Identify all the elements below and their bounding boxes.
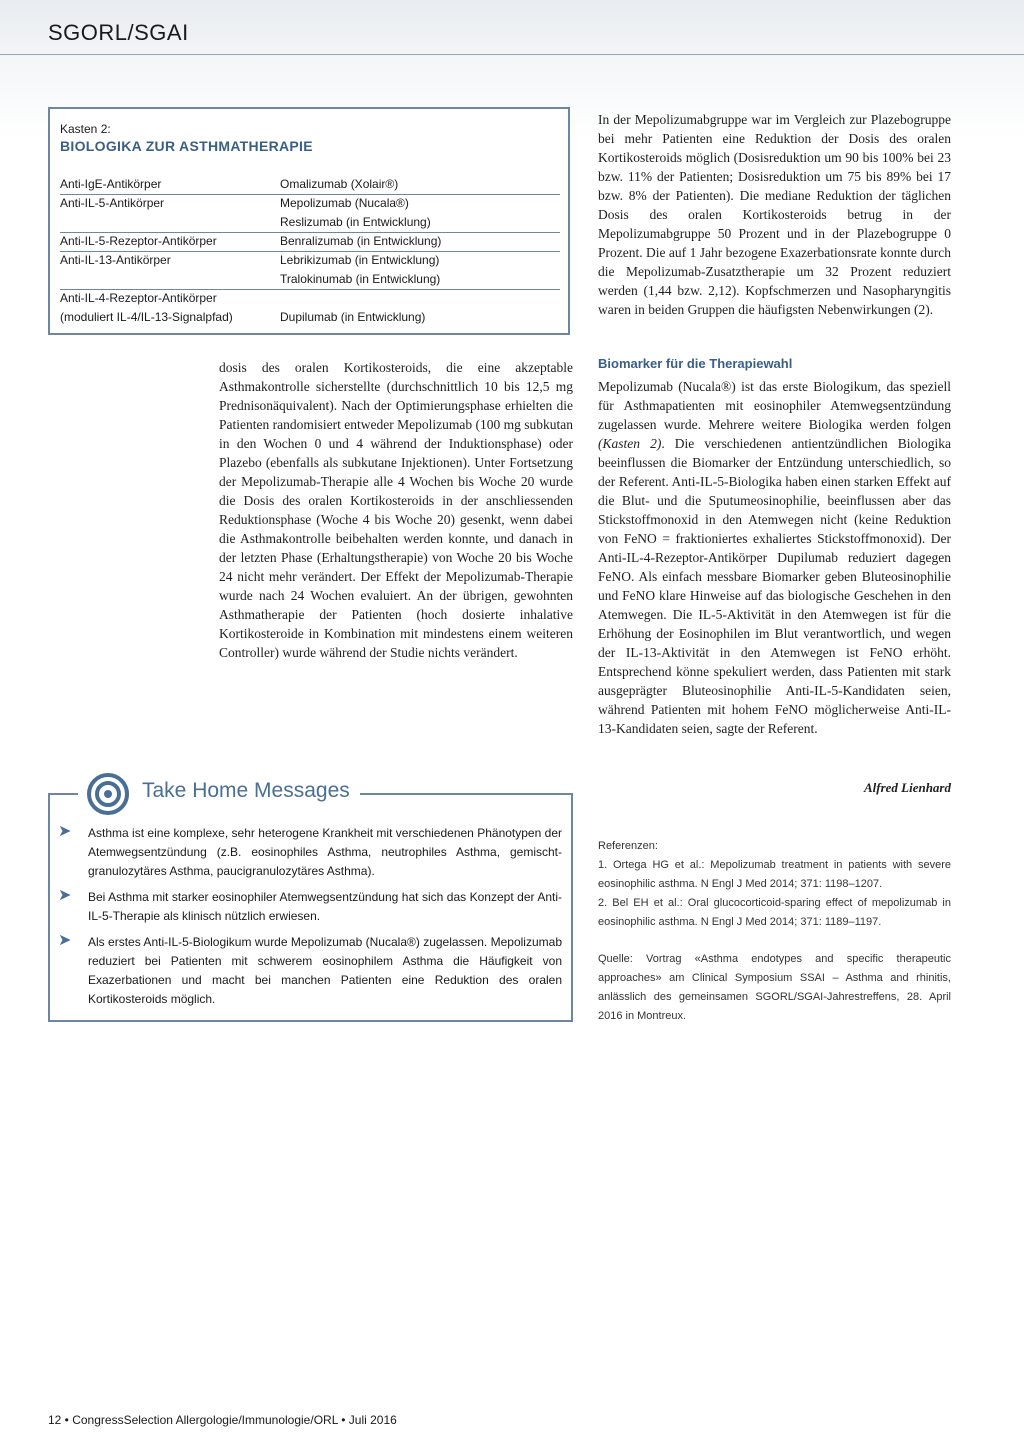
table-cell: Anti-IL-5-Antikörper: [60, 196, 165, 210]
table-divider: [60, 289, 560, 290]
references: [598, 837, 951, 1026]
table-cell: Reslizumab (in Entwicklung): [280, 215, 431, 229]
body-text-right-1: In der Mepolizumabgruppe war im Vergleich zur Plazebogruppe bei mehr Patienten eine Reduktion der Dosis des oralen Kortikosteroids möglich (Dosisreduktion um 90 bis 100% bei 23 bzw. 11% der Patienten; Dosisreduktion um 75 bis 89% bei 17 bzw. 8% der Patienten). Die mediane Reduktion der täglichen Dosis des oralen Kortikosteroids betrug in der Mepolizumabgruppe 50 Prozent und in der Plazebogruppe 0 Prozent. Die auf 1 Jahr bezogene Exazerbationsrate konnte durch die Mepolizumab-Zusatztherapie um 32 Prozent reduziert werden (1,44 bzw. 2,12). Kopfschmerzen und Nasopharyngitis waren in beiden Gruppen die häufigsten Nebenwirkungen (2).: [598, 112, 951, 317]
box-border: [360, 793, 573, 795]
body-text-middle: dosis des oralen Kortikosteroids, die eine akzeptable Asthmakontrolle sicherstellte (durchschnittlich 10 bis 12,5 mg Prednisonäquivalent). Nach der Optimierungsphase erhielten die Patienten randomisiert entweder Mepolizumab (100 mg subkutan in den Wochen 0 und 4 während der Induktionsphase) oder Plazebo (ebenfalls als subkutane Injektionen). Unter Fortsetzung der Mepolizumab-Therapie alle 4 Wochen bis Woche 20 wurde die Dosis des oralen Kortikosteroids in der anschliessenden Reduktionsphase (Woche 4 bis Woche 20) gesenkt, wenn dabei die Asthmakontrolle beibehalten werden konnte, und danach in der letzten Phase (Erhaltungstherapie) von Woche 20 bis Woche 24 nicht mehr verändert. Der Effekt der Mepolizumab-Therapie wurde nach 24 Wochen evaluiert. An der übrigen, gewohnten Asthmatherapie der Patienten (hoch dosierte inhalative Kortikosteroide in Kombination mit mindestens einem weiteren Controller) wurde während der Studie nichts verändert.: [219, 360, 573, 660]
author: Alfred Lienhard: [863, 780, 951, 795]
arrow-right-icon: ➤: [58, 823, 72, 840]
table-cell: Benralizumab (in Entwicklung): [280, 234, 442, 248]
list-item-text: Als erstes Anti-IL-5-Biologikum wurde Mepolizumab (Nucala®) zugelassen. Mepolizumab reduziert bei Patienten mit schwerem eosinophilem Asthma die Häufigkeit von Exazerbationen und macht bei manchen Patienten eine Reduktion des oralen Kortikosteroids möglich.: [88, 935, 562, 1006]
table-cell: Mepolizumab (Nucala®): [280, 196, 409, 210]
table-cell: Lebrikizumab (in Entwicklung): [280, 253, 440, 267]
box-label: Kasten 2:: [60, 122, 111, 136]
take-home-title: Take Home Messages: [142, 779, 356, 803]
references-heading: Referenzen:: [598, 840, 658, 852]
box-reference: (Kasten 2): [598, 436, 662, 451]
source-note: Quelle: Vortrag «Asthma endotypes and specific therapeutic approaches» am Clinical Symposium SSAI – Asthma and rhinitis, anlässlich des gemeinsamen SGORL/SGAI-Jahrestreffens, 28. April 2016 in Montreux.: [598, 953, 951, 1022]
table-cell: Anti-IL-4-Rezeptor-Antikörper: [60, 291, 217, 305]
table-cell: Dupilumab (in Entwicklung): [280, 310, 426, 324]
arrow-right-icon: ➤: [58, 932, 72, 949]
biologics-box: [48, 107, 570, 335]
reference-item: 2. Bel EH et al.: Oral glucocorticoid-sparing effect of mepolizumab in eosinophilic asthma. N Engl J Med 2014; 371: 1189–1197.: [598, 897, 951, 928]
list-item-text: Bei Asthma mit starker eosinophiler Atemwegsentzündung hat sich das Konzept der Anti-IL-5-Therapie als klinisch nützlich erwiesen.: [88, 890, 562, 923]
header-bar: [0, 0, 1024, 55]
table-cell: Anti-IL-13-Antikörper: [60, 253, 171, 267]
paragraph-text: Mepolizumab (Nucala®) ist das erste Biologikum, das speziell für Asthmapatienten mit eosinophiler Atemwegsentzündung zugelassen wurde. Mehrere weitere Biologika werden folgen: [598, 379, 951, 432]
table-divider: [60, 194, 560, 195]
arrow-right-icon: ➤: [58, 887, 72, 904]
table-divider: [60, 251, 560, 252]
page-footer: 12 • CongressSelection Allergologie/Immunologie/ORL • Juli 2016: [48, 1413, 397, 1427]
body-text-right-2: [598, 377, 951, 738]
section-heading: Biomarker für die Therapiewahl: [598, 356, 793, 371]
box-title: BIOLOGIKA ZUR ASTHMATHERAPIE: [60, 138, 313, 154]
target-icon: [86, 772, 130, 816]
box-border: [48, 793, 78, 795]
table-cell: Anti-IgE-Antikörper: [60, 177, 162, 191]
table-cell: Anti-IL-5-Rezeptor-Antikörper: [60, 234, 217, 248]
journal-title: SGORL/SGAI: [48, 20, 189, 45]
reference-item: 1. Ortega HG et al.: Mepolizumab treatment in patients with severe eosinophilic asthma. N Engl J Med 2014; 371: 1198–1207.: [598, 859, 951, 890]
table-cell: (moduliert IL-4/IL-13-Signalpfad): [60, 310, 233, 324]
paragraph-text: . Die verschiedenen antientzündlichen Biologika beeinflussen die Biomarker der Entzündung unterschiedlich, so der Referent. Anti-IL-5-Biologika haben einen starken Effekt auf die Blut- und die Sputumeosinophilie, beeinflussen aber das Stickstoffmonoxid in den Atemwegen nicht (keine Reduktion von FeNO = fraktioniertes exhaliertes Stickstoffmonoxid). Der Anti-IL-4-Rezeptor-Antikörper Dupilumab reduziert dagegen FeNO. Als einfach messbare Biomarker geben Bluteosinophilie und FeNO klare Hinweise auf das biologische Geschehen in den Atemwegen. Die IL-5-Aktivität in den Atemwegen ist für die Erhöhung der Eosinophilen im Blut verantwortlich, und wegen der IL-13-Aktivität in den Atemwegen ist FeNO erhöht. Entsprechend könne spekuliert werden, dass Patienten mit stark ausgeprägter Bluteosinophilie Anti-IL-5-Kandidaten seien, während Patienten mit hohem FeNO möglicherweise Anti-IL-13-Kandidaten seien, sagte der Referent.: [598, 436, 951, 736]
table-cell: Tralokinumab (in Entwicklung): [280, 272, 441, 286]
table-cell: Omalizumab (Xolair®): [280, 177, 399, 191]
table-divider: [60, 232, 560, 233]
list-item-text: Asthma ist eine komplexe, sehr heterogene Krankheit mit verschiedenen Phänotypen der Atemwegsentzündung (z.B. eosinophiles Asthma, neutrophiles Asthma, gemischt-granulozytäres Asthma, paucigranulozytäres Asthma).: [88, 826, 562, 878]
